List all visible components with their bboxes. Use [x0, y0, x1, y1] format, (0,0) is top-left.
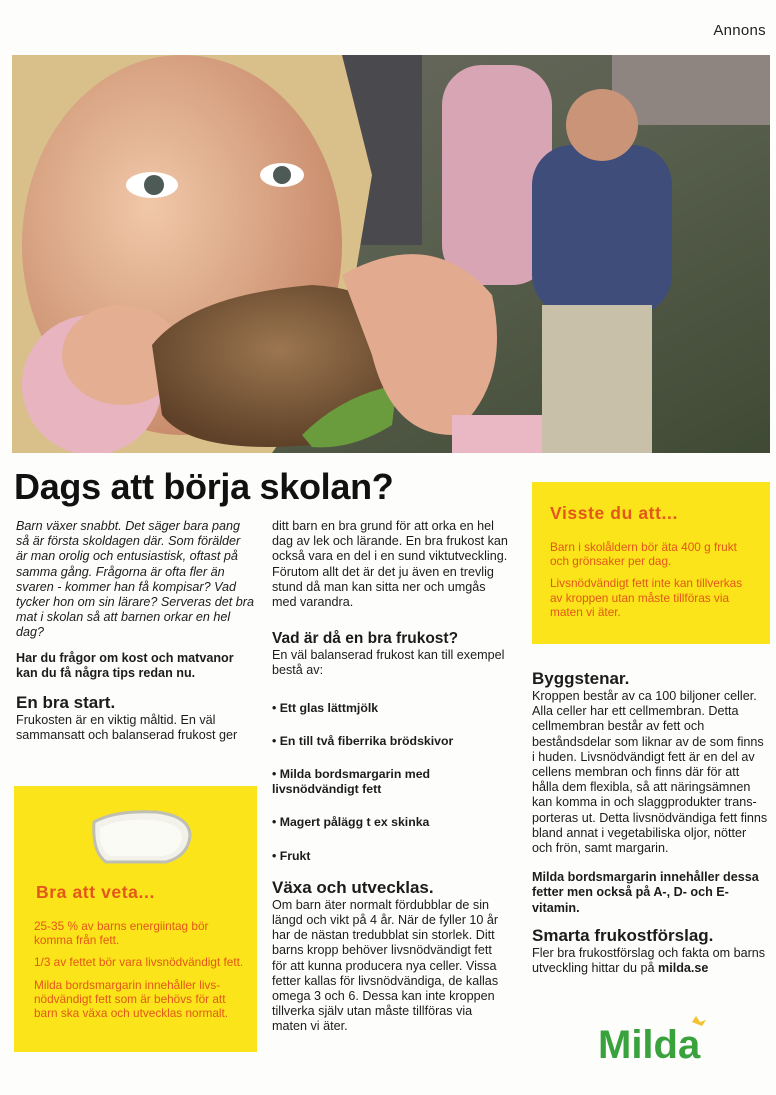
hero-photo — [12, 55, 770, 453]
logo-text: Milda — [598, 1023, 701, 1066]
bread-slice-icon — [86, 808, 198, 868]
bra-att-veta-box — [14, 786, 257, 1052]
smarta-heading: Smarta frukostförslag. — [532, 925, 714, 945]
grow-text: Om barn äter normalt fördubblar de sin längd och vikt på 4 år. När de fyller 10 år har de nästan tredubblat sin storlek. Ditt barns kropp behöver livsnödvändigt fett för att kunna producera nya celler. Vissa fetter kallas för livsnödvändiga, de kallas omega 3 och 6. Dessa kan inte kroppen tillverka själv utan måste tillföras via maten vi äter. — [272, 897, 499, 1034]
start-text: Frukosten är en viktig måltid. En väl sammansatt och balanserad frukost ger — [16, 713, 238, 743]
smarta-text-pre: Fler bra frukostförslag och fakta om barns utveckling hittar du på — [532, 945, 766, 976]
column-3 — [532, 669, 768, 976]
visste-du-att-title: Visste du att... — [550, 503, 678, 523]
column-1 — [16, 519, 254, 743]
start-heading: En bra start. — [16, 693, 116, 713]
headline: Dags att börja skolan? — [14, 466, 394, 507]
milda-logo — [598, 1016, 718, 1066]
milda-link[interactable]: milda.se — [658, 961, 709, 976]
intro-bold-text: Har du frågor om kost och matvanor kan du få några tips redan nu. — [16, 650, 234, 680]
start-continued-text: ditt barn en bra grund för att orka en hel dag av lek och lärande. En bra frukost kan också vara en del i en sund viktutveckling. Förutom allt det är det ju även en trevlig stund då man kan sitta ner och umgås med varandra. — [272, 519, 508, 610]
breakfast-item: • Magert pålägg t ex skinka — [272, 815, 430, 830]
smarta-text — [532, 946, 768, 976]
breakfast-list — [272, 701, 510, 864]
veta-fact-2: 1/3 av fettet bör vara livsnödvändigt fett. — [34, 955, 244, 970]
milda-bold-text: Milda bordsmargarin innehåller dessa fetter men också på A-, D- och E-vitamin. — [532, 870, 759, 915]
intro-text: Barn växer snabbt. Det säger bara pang så är första skoldagen där. Som förälder är man orolig och entusiastisk, oftast på samma gång. Frågorna är ofta fler än svaren - kommer han få kompisar? Vad tycker hon om sin lärare? Serveras det bra mat i skolan så att barnen orkar en hel dag? — [16, 519, 254, 640]
breakfast-heading: Vad är då en bra frukost? — [272, 630, 459, 648]
breakfast-intro: En väl balanserad frukost kan till exempel bestå av: — [272, 648, 505, 678]
bygg-text: Kroppen består av ca 100 biljoner celler. Alla celler har ett cellmembran. Detta cellmembran består av fett och beståndsdelar som liknar av de som finns i huden. Livsnödvändigt fett är en del av cellens membran och finns där för att hålla dem flexibla, så att näringsämnen kan komma in och slaggprodukter transporteras ut. Detta livsnödvändiga fett finns bland annat i vegetabiliska oljor, nötter och frön, samt margarin. — [532, 689, 768, 856]
bra-att-veta-title: Bra att veta... — [36, 882, 155, 902]
column-2 — [272, 519, 510, 1035]
visste-du-att-box — [532, 482, 770, 644]
breakfast-item: • Milda bordsmargarin med livsnödvändigt fett — [272, 767, 431, 797]
ad-label: Annons — [713, 22, 766, 39]
breakfast-item: • Frukt — [272, 848, 311, 863]
grow-heading: Växa och utvecklas. — [272, 877, 434, 897]
breakfast-item: • En till två fiberrika brödskivor — [272, 733, 454, 748]
visste-fact-2: Livsnödvändigt fett inte kan tillverkas av kroppen utan måste tillföras via maten vi äter. — [550, 576, 743, 619]
girl-eating-sandwich-image — [12, 55, 770, 453]
visste-fact-1: Barn i skolåldern bör äta 400 g frukt och grönsaker per dag. — [550, 540, 737, 569]
veta-fact-3: Milda bordsmargarin innehåller livsnödvändigt fett som är behövs för att barn ska växa och utvecklas normalt. — [34, 977, 229, 1021]
breakfast-item: • Ett glas lättmjölk — [272, 700, 379, 715]
veta-fact-1: 25-35 % av barns energiintag bör komma från fett. — [34, 919, 209, 948]
bygg-heading: Byggstenar. — [532, 669, 630, 688]
